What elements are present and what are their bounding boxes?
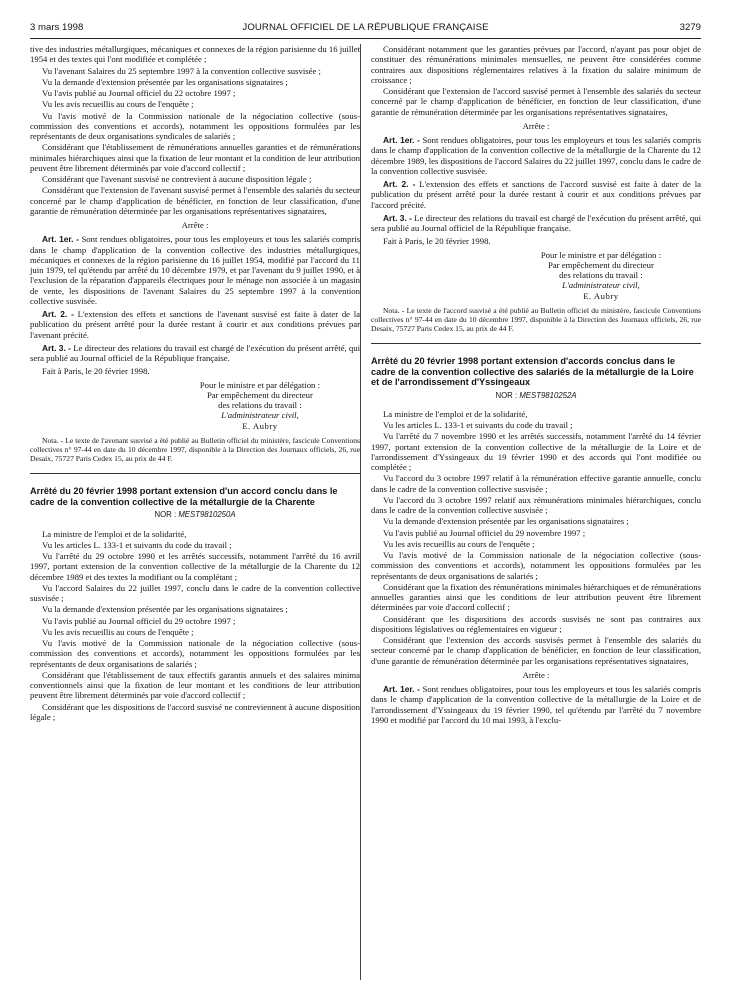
- right-column: [371, 44, 701, 725]
- signature-line: Par empêchement du directeur: [547, 259, 654, 270]
- nor-reference: NOR : MEST9810252A: [495, 390, 577, 400]
- paragraph: Vu la demande d'extension présentée par les organisations signataires ;: [42, 604, 288, 615]
- article-1: [371, 135, 701, 176]
- paragraph: Vu l'avis publié au Journal officiel du 22 octobre 1997 ;: [42, 88, 236, 98]
- signature-line: Par empêchement du directeur: [206, 389, 313, 400]
- signature-title: L'administrateur civil,: [221, 410, 299, 421]
- arrete-label: Arrête :: [181, 220, 209, 230]
- signature-line: des relations du travail :: [559, 270, 643, 280]
- article-2: [30, 309, 360, 340]
- article-3-heading: Art. 3. -: [383, 212, 412, 223]
- paragraph: Vu l'arrêté du 7 novembre 1990 et les arrêtés successifs, notamment l'arrêté du 14 février 1997, portant extension de la convention collective de la métallurgie de la Loire et de l'arrondissement d'Yssingeaux du 19 février 1990 et des accords qui l'ont modifiée ou complétée ;: [371, 431, 701, 473]
- paragraph: Considérant que la fixation des rémunérations minimales hiérarchiques et de rémunérations annuelles garanties ainsi que les conditions de leur attribution peuvent être librement déterminées par voie d'accord collectif ;: [371, 581, 701, 613]
- header-journal-title: JOURNAL OFFICIEL DE LA RÉPUBLIQUE FRANÇAISE: [242, 22, 489, 33]
- page-header: [30, 22, 701, 36]
- paragraph: Vu les avis recueillis au cours de l'enquête ;: [42, 626, 194, 637]
- article-3-text: Le directeur des relations du travail est chargé de l'exécution du présent arrêté, qui sera publié au Journal officiel de la République française.: [30, 342, 360, 363]
- signature-line: Pour le ministre et par délégation :: [199, 379, 320, 390]
- article-1-heading: Art. 1er. -: [42, 234, 79, 245]
- paragraph: tive des industries métallurgiques, mécaniques et connexes de la région parisienne du 16 juillet 1954 et des textes qui l'ont modifiée et complétée ;: [30, 44, 360, 65]
- paragraph: Vu l'avis publié au Journal officiel du 29 octobre 1997 ;: [42, 615, 236, 626]
- article-2-text: L'extension des effets et sanctions de l'avenant susvisé est faite à dater de la publication du présent arrêté pour la durée restant à courir et aux conditions prévues par l'avenant précité.: [30, 309, 360, 340]
- arrete-title: Arrêté du 20 février 1998 portant extension d'accords conclus dans le cadre de la convention collective des salariés de la métallurgie de la Loire et de l'arrondissement d'Yssingeaux: [371, 356, 694, 388]
- paragraph: Vu l'avis motivé de la Commission nationale de la négociation collective (sous-commission des conventions et accords), notamment les oppositions formulées par les représentants de deux organisations syndicales de salariés ;: [30, 110, 360, 141]
- column-divider: [360, 44, 361, 980]
- paragraph: Vu l'accord du 3 octobre 1997 relatif à la rémunération effective garantie annuelle, conclu dans le cadre de la convention collective susvisée ;: [371, 473, 701, 494]
- paragraph: Considérant que l'avenant susvisé ne contrevient à aucune disposition légale ;: [42, 174, 312, 184]
- nor-code: MEST9810252A: [519, 390, 577, 400]
- article-1-heading: Art. 1er. -: [383, 684, 420, 695]
- date-place: Fait à Paris, le 20 février 1998.: [383, 236, 491, 247]
- paragraph: Considérant notamment que les garanties prévues par l'accord, n'ayant pas pour objet de constituer des rémunérations minimales mensuelles, ne peuvent être considérées comme contraires aux dispositions réglementaires relatives à la fixation du salaire minimum de croissance ;: [371, 44, 701, 85]
- left-arrete-body: [30, 529, 360, 723]
- nota-note: Nota. - Le texte de l'avenant susvisé a été publié au Bulletin officiel du ministère, fascicule Conventions collectives n° 97-44 en date du 10 décembre 1997, disponible à la Direction des Journaux officiels, 26, rue Desaix, 75727 Paris Cedex 15, au prix de 44 F.: [30, 435, 360, 463]
- article-1-heading: Art. 1er. -: [383, 135, 420, 145]
- date-place: Fait à Paris, le 20 février 1998.: [42, 366, 150, 377]
- header-page-number: 3279: [679, 22, 701, 33]
- article-1: [30, 234, 360, 306]
- signature-line: Pour le ministre et par délégation :: [540, 249, 661, 260]
- article-2-text: L'extension des effets et sanctions de l'accord susvisé est faite à dater de la publication du présent arrêté pour la durée restant à courir et aux conditions prévues par l'accord précité.: [371, 179, 702, 210]
- header-date: 3 mars 1998: [30, 22, 84, 33]
- article-1-text: Sont rendues obligatoires, pour tous les employeurs et tous les salariés compris dans le champ d'application de la convention collective de la métallurgie de la Loire et de l'arrondissement d'Yssingeaux du 19 février 1990, tel qu'étendu par l'arrêté du 7 novembre 1990 et modifié par l'accord du 10 mai 1993, à l'exclu-: [371, 684, 702, 725]
- paragraph: Vu les avis recueillis au cours de l'enquête ;: [42, 99, 194, 110]
- paragraph: Considérant que l'extension des accords susvisés permet à l'ensemble des salariés du secteur concerné par le champ d'application de bénéficier, en fonction de leur classification, d'une garantie de rémunération déterminée par les organisations représentatives signataires,: [371, 635, 701, 666]
- paragraph: La ministre de l'emploi et de la solidarité,: [383, 408, 528, 419]
- nota-note: Nota. - Le texte de l'accord susvisé a été publié au Bulletin officiel du ministère, fascicule Conventions collectives n° 97-44 en date du 10 décembre 1997, disponible à la Direction des Journaux officiels, 26, rue Desaix, 75727 Paris Cedex 15, au prix de 44 F.: [371, 305, 701, 333]
- article-3: [30, 343, 360, 364]
- paragraph: Vu les articles L. 133-1 et suivants du code du travail ;: [42, 539, 232, 550]
- paragraph: La ministre de l'emploi et de la solidarité,: [42, 528, 187, 539]
- paragraph: Vu l'avis motivé de la Commission nationale de la négociation collective (sous-commission des conventions et accords), notamment les oppositions formulées par les représentants de deux organisations de salariés ;: [371, 550, 701, 581]
- arrete-title: Arrêté du 20 février 1998 portant extension d'un accord conclu dans le cadre de la convention collective de la métallurgie de la Charente: [30, 486, 338, 507]
- paragraph: Vu les avis recueillis au cours de l'enquête ;: [383, 538, 535, 549]
- paragraph: Vu l'avis motivé de la Commission nationale de la négociation collective (sous-commission des conventions et accords), notamment les oppositions formulées par les représentants de deux organisations de salariés ;: [30, 638, 360, 669]
- paragraph: Considérant que l'établissement de taux effectifs garantis annuels et des salaires minima conventionnels ainsi que la fixation de leur montant et les conditions de leur attribution peuvent être librement déterminés par voie d'accord collectif ;: [30, 669, 360, 701]
- signatory-name: E. Aubry: [242, 420, 278, 431]
- article-3: [371, 213, 701, 234]
- paragraph: Vu l'accord du 3 octobre 1997 relatif aux rémunérations minimales hiérarchiques, conclu dans le cadre de la convention collective susvisée ;: [371, 494, 701, 516]
- arrete-label: Arrête :: [522, 669, 550, 680]
- signature-line: des relations du travail :: [218, 400, 302, 410]
- paragraph: Vu l'avenant Salaires du 25 septembre 1997 à la convention collective susvisée ;: [42, 65, 321, 76]
- section-separator: [30, 473, 360, 474]
- arrete-label: Arrête :: [522, 120, 550, 131]
- paragraph: Vu l'arrêté du 29 octobre 1990 et les arrêtés successifs, notamment l'arrêté du 16 avril 1997, portant extension de la convention collective de la métallurgie de la Charente du 12 décembre 1989 et des textes la modifiant ou la complétant ;: [30, 551, 360, 582]
- left-intro: [30, 44, 360, 216]
- article-2: [371, 179, 701, 210]
- paragraph: Vu l'accord Salaires du 22 juillet 1997, conclu dans le cadre de la convention collective susvisée ;: [30, 582, 360, 604]
- paragraph: Considérant que l'établissement de rémunérations annuelles garanties et de rémunérations minimales hiérarchiques ainsi que la fixation de leur montant et la condition de leur attribution peuvent être librement déterminés par voie d'accord collectif ;: [30, 142, 360, 173]
- signature-block: [371, 250, 701, 301]
- header-rule: [30, 38, 701, 39]
- article-2-heading: Art. 2. -: [42, 309, 74, 319]
- paragraph: Considérant que l'extension de l'accord susvisé permet à l'ensemble des salariés du secteur concerné par le champ d'application de bénéficier, en fonction de leur classification, d'une garantie de rémunération déterminée par les organisations représentatives signataires,: [371, 86, 701, 117]
- article-2-heading: Art. 2. -: [383, 179, 416, 189]
- article-1: [371, 684, 701, 725]
- section-separator: [371, 343, 701, 344]
- paragraph: Vu la demande d'extension présentée par les organisations signataires ;: [383, 516, 629, 527]
- article-1-text: Sont rendues obligatoires, pour tous les employeurs et tous les salariés compris dans le champ d'application de la convention collective de la métallurgie de la Charente du 12 décembre 1989, les dispositions de l'accord Salaires du 22 juillet 1997, conclu dans le cadre de la convention collective susvisée.: [371, 135, 702, 176]
- signatory-name: E. Aubry: [583, 290, 619, 301]
- nor-reference: NOR : MEST9810250A: [154, 510, 236, 520]
- nor-code: MEST9810250A: [178, 510, 236, 520]
- paragraph: Considérant que les dispositions de l'accord susvisé ne contreviennent à aucune disposition légale ;: [30, 701, 360, 722]
- article-3-heading: Art. 3. -: [42, 342, 71, 353]
- signature-title: L'administrateur civil,: [562, 280, 640, 291]
- paragraph: Vu la demande d'extension présentée par les organisations signataires ;: [42, 76, 288, 87]
- signature-block: [30, 380, 360, 431]
- paragraph: Considérant que les dispositions des accords susvisés ne sont pas contraires aux dispositions législatives ou réglementaires en vigueur ;: [371, 613, 701, 634]
- right-arrete-body: [371, 409, 701, 666]
- left-column: [30, 44, 360, 722]
- paragraph: Considérant que l'extension de l'avenant susvisé permet à l'ensemble des salariés du secteur concerné par le champ d'application de bénéficier, en fonction de leur classification, d'une garantie de rémunération déterminée par les organisations représentatives signataires,: [30, 185, 360, 216]
- article-3-text: Le directeur des relations du travail est chargé de l'exécution du présent arrêté, qui sera publié au Journal officiel de la République française.: [371, 212, 701, 233]
- paragraph: Vu l'avis publié au Journal officiel du 29 novembre 1997 ;: [383, 527, 586, 538]
- paragraph: Vu les articles L. 133-1 et suivants du code du travail ;: [383, 420, 573, 431]
- article-1-text: Sont rendues obligatoires, pour tous les employeurs et tous les salariés compris dans le champ d'application de la convention collective des industries métallurgiques, mécaniques et connexes de la région parisienne du 16 juillet 1954, modifié par l'accord du 11 juin 1979, tel qu'étendu par arrêté du 10 décembre 1979, et par l'avenant du 9 juillet 1990, et à l'exclusion de la réparation d'appareils électriques pour le ménage non associée à un magasin de vente, les dispositions de l'avenant Salaires du 25 septembre 1997 à la convention collective susvisée.: [30, 234, 361, 306]
- right-intro: [371, 44, 701, 117]
